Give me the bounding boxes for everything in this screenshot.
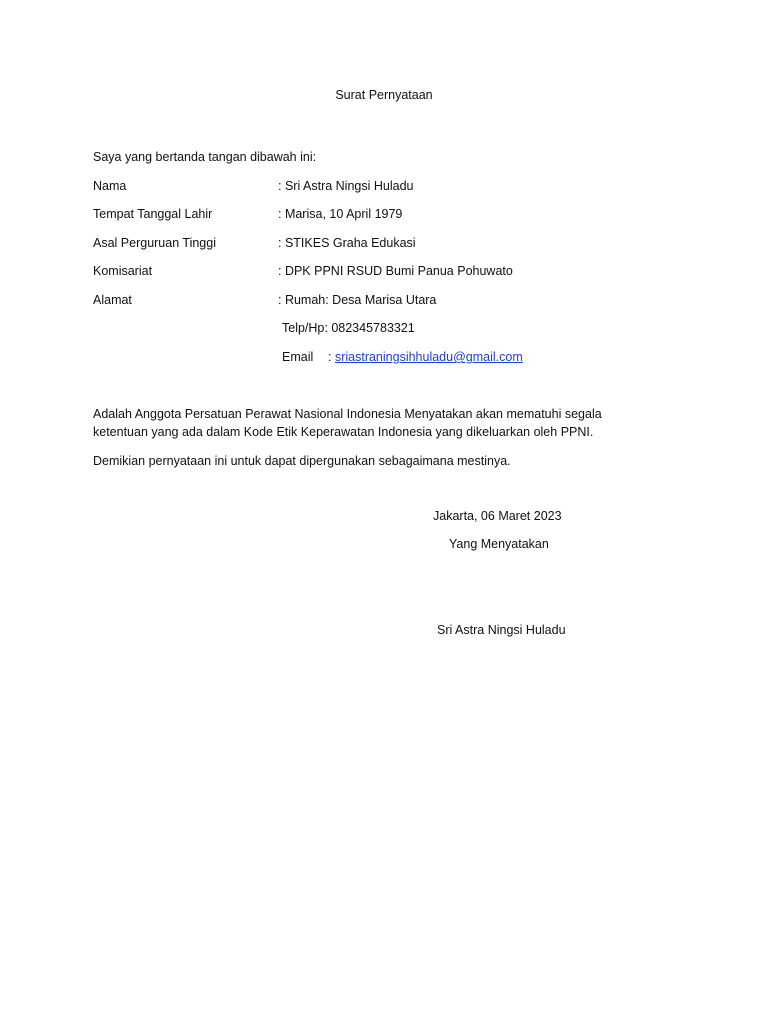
field-value: : DPK PPNI RSUD Bumi Panua Pohuwato: [278, 264, 513, 278]
email-link[interactable]: sriastraningsihhuladu@gmail.com: [334, 350, 523, 364]
field-label: Alamat: [93, 293, 132, 307]
field-value: : Sri Astra Ningsi Huladu: [278, 179, 414, 193]
email-label: Email: [282, 350, 314, 364]
field-value: : Rumah: Desa Marisa Utara: [278, 293, 437, 307]
field-label: Nama: [93, 179, 127, 193]
field-value: : STIKES Graha Edukasi: [278, 236, 416, 250]
field-label: Komisariat: [93, 264, 153, 278]
intro-text: Saya yang bertanda tangan dibawah ini:: [93, 150, 317, 164]
closing-paragraph: Demikian pernyataan ini untuk dapat dipergunakan sebagaimana mestinya.: [93, 454, 511, 468]
signature-name: Sri Astra Ningsi Huladu: [437, 623, 566, 637]
email-separator: :: [328, 350, 335, 364]
field-label: Asal Perguruan Tinggi: [93, 236, 216, 250]
email-row: [282, 350, 523, 364]
signature-place-date: Jakarta, 06 Maret 2023: [433, 509, 562, 523]
phone-text: Telp/Hp: 082345783321: [282, 321, 415, 335]
document-title: Surat Pernyataan: [335, 88, 433, 102]
signature-role: Yang Menyatakan: [449, 537, 549, 551]
field-label: Tempat Tanggal Lahir: [93, 207, 213, 221]
field-value: : Marisa, 10 April 1979: [278, 207, 403, 221]
statement-paragraph: Adalah Anggota Persatuan Perawat Nasional Indonesia Menyatakan akan mematuhi segala ketentuan yang ada dalam Kode Etik Keperawatan Indonesia yang dikeluarkan oleh PPNI.: [93, 407, 602, 439]
